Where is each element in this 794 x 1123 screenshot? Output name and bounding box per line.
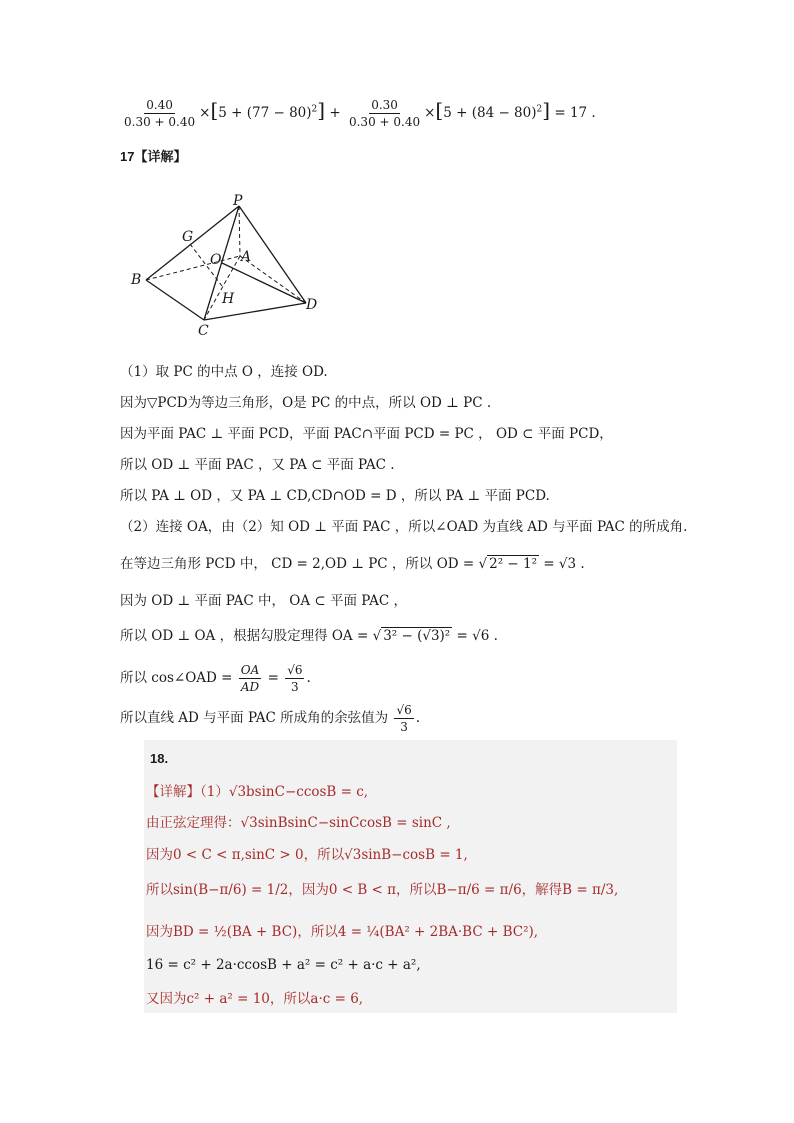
period: . [415,710,421,726]
fraction-1-den: 0.30 + 0.40 [124,115,196,129]
cos-fraction [239,663,262,694]
edge-CD [204,303,306,320]
q17-line-3: 因为平面 PAC ⊥ 平面 PCD，平面 PAC∩平面 PCD = PC ， OD ⊂ 平面 PCD， [120,426,613,442]
q17-line-11 [120,703,420,734]
formula-result: = 17 . [554,105,596,121]
edge-OD [222,263,306,303]
label-G: G [182,229,194,245]
q17-line-4: 所以 OD ⊥ 平面 PAC ，又 PA ⊂ 平面 PAC . [120,457,395,473]
final-den: 3 [400,720,408,734]
cos-den: AD [240,680,260,694]
od-result: = √3 . [543,556,585,572]
q17-line-9-text: 所以 OD ⊥ OA ，根据勾股定理得 OA = [120,628,369,644]
final-num: √6 [396,703,412,717]
fraction-2-den: 0.30 + 0.40 [348,115,421,129]
q17-line-2: 因为▽PCD为等边三角形，O是 PC 的中点，所以 OD ⊥ PC . [120,395,492,411]
bracket-2: 5 + (84 − 80) [443,105,537,121]
bracket-close: ] [542,98,551,122]
q17-line-10 [120,663,311,694]
bracket-close: ] [317,98,326,122]
q17-line-7-text: 在等边三角形 PCD 中， CD = 2,OD ⊥ PC ，所以 OD = [120,556,475,572]
fraction-2 [347,98,422,129]
q17-line-8: 因为 OD ⊥ 平面 PAC 中， OA ⊂ 平面 PAC ， [120,593,407,609]
plus-sign: + [325,105,345,121]
oa-result: = √6 . [456,628,498,644]
q18-title: 18. [150,751,169,766]
top-formula [120,98,596,129]
q17-line-11-text: 所以直线 AD 与平面 PAC 所成角的余弦值为 [120,710,389,726]
q17-line-6: （2）连接 OA，由（2）知 OD ⊥ 平面 PAC ，所以∠OAD 为直线 AD 与平面 PAC 的所成角. [120,519,688,535]
q17-line-5: 所以 PA ⊥ OD ，又 PA ⊥ CD,CD∩OD = D ，所以 PA ⊥ 平面 PCD. [120,488,550,504]
bracket-open: [ [435,98,444,122]
q18-line-3: 因为0 < C < π,sinC > 0，所以√3sinB−cosB = 1, [146,847,468,863]
od-radicand: 2² − 1² [489,556,538,572]
label-B: B [131,272,142,288]
pyramid-figure [125,190,325,340]
edge-BC [146,280,204,320]
q17-line-1: （1）取 PC 的中点 O ，连接 OD. [120,364,328,380]
final-fraction [394,703,413,734]
bracket-1: 5 + (77 − 80) [218,105,312,121]
label-C: C [198,323,209,339]
period: . [306,670,311,686]
label-A: A [241,249,252,265]
fraction-2-num: 0.30 [371,98,398,112]
sqrt-sign: √ [478,556,488,572]
sqrt-sign: √ [372,628,382,644]
q17-line-10-text: 所以 cos∠OAD = [120,670,233,686]
cos-value-den: 3 [291,680,299,694]
q18-line-5: 因为BD = ½(BA + BC)，所以4 = ¼(BA² + 2BA·BC + BC²), [146,924,539,940]
cos-value-fraction [285,663,304,694]
label-H: H [222,291,235,307]
q18-line-1: 【详解】（1）√3bsinC−ccosB = c, [146,784,369,800]
dashed-PA [239,206,240,256]
q18-line-7: 又因为c² + a² = 10，所以a·c = 6, [146,991,364,1007]
cos-value-num: √6 [287,663,303,677]
q18-line-6: 16 = c² + 2a·ccosB + a² = c² + a·c + a², [146,957,421,973]
cos-eq: = [267,670,279,686]
times-sign: × [424,105,436,121]
label-O: O [210,252,222,268]
oa-radicand: 3² − (√3)² [383,628,451,644]
q17-heading: 17【详解】 [120,149,187,164]
q18-line-2: 由正弦定理得：√3sinBsinC−sinCcosB = sinC , [146,815,451,831]
fraction-1-num: 0.40 [146,98,173,112]
bracket-open: [ [210,98,219,122]
q17-line-9 [120,625,498,647]
times-sign: × [199,105,211,121]
label-P: P [233,193,243,209]
sup: 2 [536,104,543,115]
fraction-1 [122,98,197,129]
label-D: D [306,297,318,313]
q17-line-7 [120,553,585,575]
q18-line-4: 所以sin(B−π/6) = 1/2，因为0 < B < π，所以B−π/6 = π/6，解得B = π/3, [146,882,619,898]
cos-num: OA [240,663,260,677]
sup: 2 [311,104,318,115]
